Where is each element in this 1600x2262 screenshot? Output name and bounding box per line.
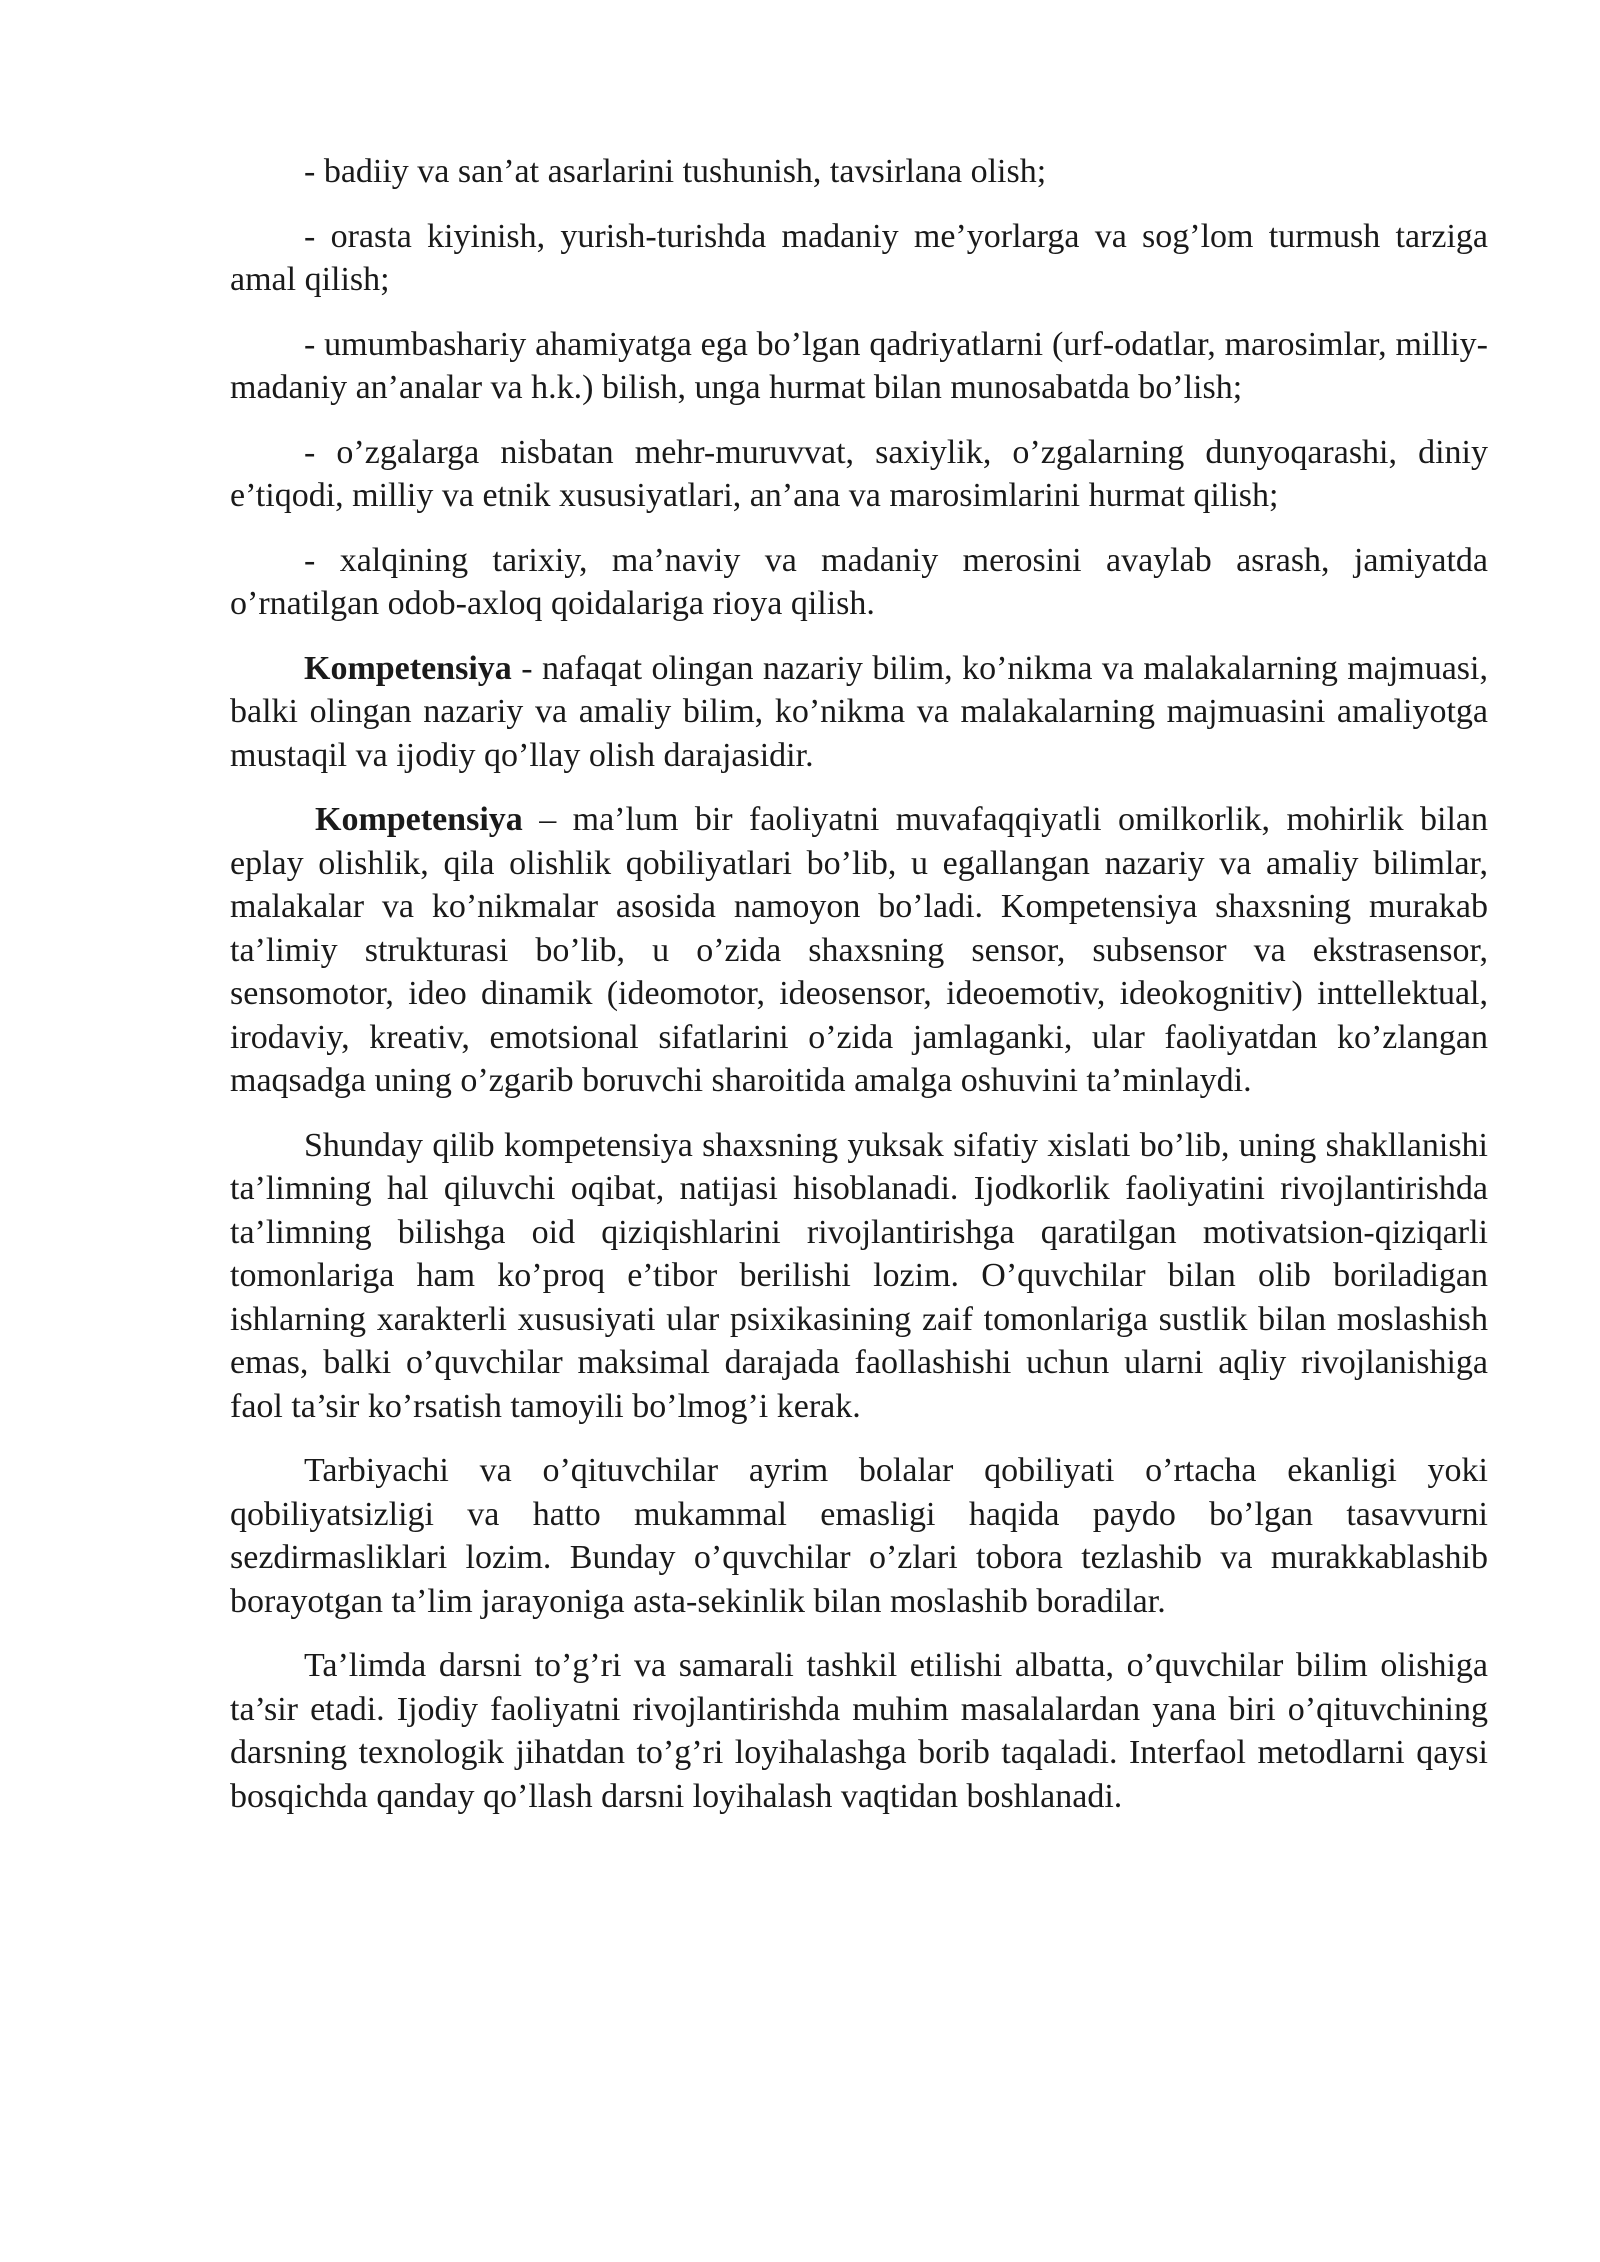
list-item-art-understanding (230, 150, 1488, 194)
paragraph-text: - orasta kiyinish, yurish-turishda madaniy me’yorlarga va sog’lom turmush tarziga amal qilish; (230, 217, 1488, 298)
list-item-dress-conduct (230, 215, 1488, 302)
defined-term: Kompetensiya (315, 801, 523, 838)
paragraph-text: Ta’limda darsni to’g’ri va samarali tashkil etilishi albatta, o’quvchilar bilim olishiga ta’sir etadi. Ijodiy faoliyatni rivojlantirishda muhim masalalardan yana biri o’qituvchining darsning texnologik jihatdan to’g’ri loyihalashga borib taqaladi. Interfaol metodlarni qaysi bosqichda qanday qo’llash darsni loyihalash vaqtidan boshlanadi. (230, 1647, 1488, 1815)
document-page (230, 150, 1488, 1839)
paragraph-text: - umumbashariy ahamiyatga ega bo’lgan qadriyatlarni (urf-odatlar, marosimlar, milliy-madaniy an’analar va h.k.) bilish, unga hurmat bilan munosabatda bo’lish; (230, 325, 1488, 406)
paragraph-text: - badiiy va san’at asarlarini tushunish, tavsirlana olish; (304, 153, 1047, 190)
paragraph-text: - o’zgalarga nisbatan mehr-muruvvat, saxiylik, o’zgalarning dunyoqarashi, diniy e’tiqodi, milliy va etnik xususiyatlari, an’ana va marosimlarini hurmat qilish; (230, 433, 1488, 514)
body-paragraph-teachers (230, 1449, 1488, 1623)
definition-paragraph-1 (230, 647, 1488, 778)
definition-paragraph-2 (230, 798, 1488, 1103)
body-paragraph-competence-quality (230, 1124, 1488, 1429)
list-item-universal-values (230, 323, 1488, 410)
list-item-heritage (230, 539, 1488, 626)
body-paragraph-lesson-design (230, 1644, 1488, 1818)
definition-text: - nafaqat olingan nazariy bilim, ko’nikma va malakalarning majmuasi, balki olingan nazariy va amaliy bilim, ko’nikma va malakalarning majmuasini amaliyotga mustaqil va ijodiy qo’llay olish darajasidir. (230, 649, 1488, 774)
list-item-respect-others (230, 431, 1488, 518)
paragraph-text: Shunday qilib kompetensiya shaxsning yuksak sifatiy xislati bo’lib, uning shakllanishi ta’limning hal qiluvchi oqibat, natijasi hisoblanadi. Ijodkorlik faoliyatini rivojlantirishda ta’limning bilishga oid qiziqishlarini rivojlantirishga qaratilgan motivatsion-qiziqarli tomonlariga ham ko’proq e’tibor berilishi lozim. O’quvchilar bilan olib boriladigan ishlarning xarakterli xususiyati ular psixikasining zaif tomonlariga sustlik bilan moslashish emas, balki o’quvchilar maksimal darajada faollashishi uchun ularni aqliy rivojlanishiga faol ta’sir ko’rsatish tamoyili bo’lmog’i kerak. (230, 1126, 1488, 1425)
paragraph-text: Tarbiyachi va o’qituvchilar ayrim bolalar qobiliyati o’rtacha ekanligi yoki qobiliyatsizligi va hatto mukammal emasligi haqida paydo bo’lgan tasavvurni sezdirmasliklari lozim. Bunday o’quvchilar o’zlari tobora tezlashib va murakkablashib borayotgan ta’lim jarayoniga asta-sekinlik bilan moslashib boradilar. (230, 1452, 1488, 1620)
defined-term: Kompetensiya (304, 649, 512, 687)
paragraph-text: - xalqining tarixiy, ma’naviy va madaniy merosini avaylab asrash, jamiyatda o’rnatilgan odob-axloq qoidalariga rioya qilish. (230, 541, 1488, 622)
definition-text: – ma’lum bir faoliyatni muvafaqqiyatli omilkorlik, mohirlik bilan eplay olishlik, qila olishlik qobiliyatlari bo’lib, u egallangan nazariy va amaliy bilimlar, malakalar va ko’nikmalar asosida namoyon bo’ladi. Kompetensiya shaxsning murakab ta’limiy strukturasi bo’lib, u o’zida shaxsning sensor, subsensor va ekstrasensor, sensomotor, ideo dinamik (ideomotor, ideosensor, ideoemotiv, ideokognitiv) inttellektual, irodaviy, kreativ, emotsional sifatlarini o’zida jamlaganki, ular faoliyatdan ko’zlangan maqsadga uning o’zgarib boruvchi sharoitida amalga oshuvini ta’minlaydi. (230, 801, 1488, 1099)
